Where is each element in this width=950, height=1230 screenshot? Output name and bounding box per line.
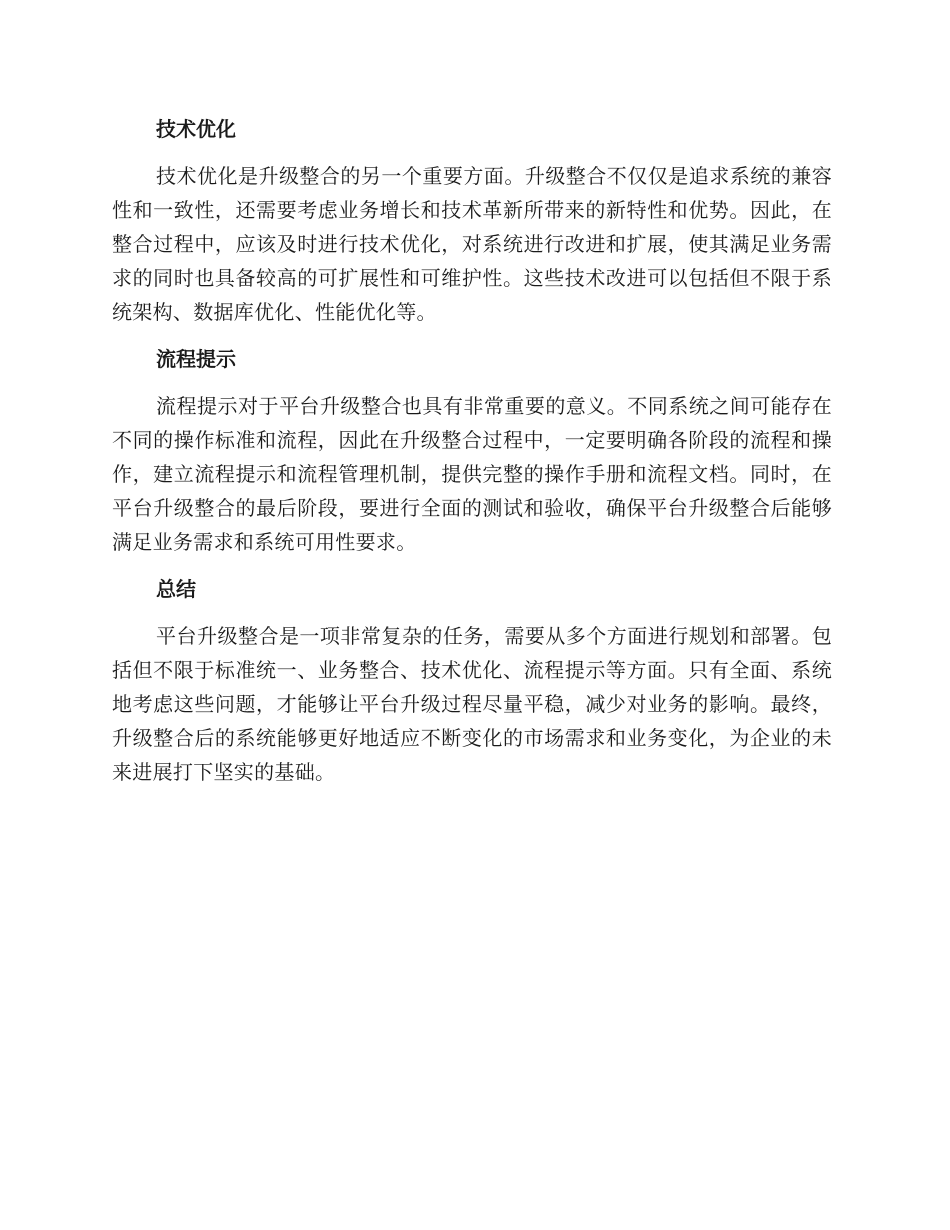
document-page: [112, 112, 832, 802]
section-heading: 总结: [156, 577, 196, 601]
section-summary: [112, 572, 832, 789]
section-paragraph: 平台升级整合是一项非常复杂的任务，需要从多个方面进行规划和部署。包括但不限于标准统一、业务整合、技术优化、流程提示等方面。只有全面、系统地考虑这些问题，才能够让平台升级过程尽量平稳，减少对业务的影响。最终，升级整合后的系统能够更好地适应不断变化的市场需求和业务变化，为企业的未来进展打下坚实的基础。: [112, 624, 832, 784]
section-paragraph: 流程提示对于平台升级整合也具有非常重要的意义。不同系统之间可能存在不同的操作标准和流程，因此在升级整合过程中，一定要明确各阶段的流程和操作，建立流程提示和流程管理机制，提供完整的操作手册和流程文档。同时，在平台升级整合的最后阶段，要进行全面的测试和验收，确保平台升级整合后能够满足业务需求和系统可用性要求。: [112, 394, 832, 554]
section-paragraph: 技术优化是升级整合的另一个重要方面。升级整合不仅仅是追求系统的兼容性和一致性，还需要考虑业务增长和技术革新所带来的新特性和优势。因此，在整合过程中，应该及时进行技术优化，对系统进行改进和扩展，使其满足业务需求的同时也具备较高的可扩展性和可维护性。这些技术改进可以包括但不限于系统架构、数据库优化、性能优化等。: [112, 164, 832, 324]
section-heading: 流程提示: [156, 347, 236, 371]
section-process-tips: [112, 342, 832, 559]
section-tech-optimization: [112, 112, 832, 329]
section-heading: 技术优化: [156, 117, 236, 141]
